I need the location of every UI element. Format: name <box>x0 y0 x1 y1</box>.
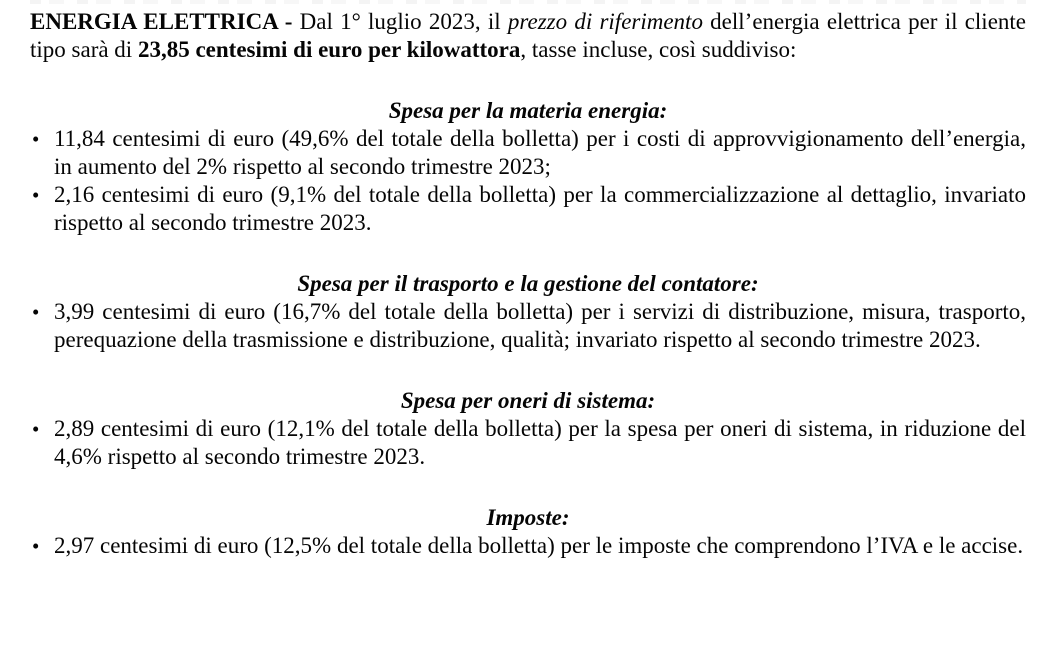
intro-text-1: Dal 1° luglio 2023, il <box>292 9 508 34</box>
bullet-text: 2,89 centesimi di euro (12,1% del totale della bolletta) per la spesa per oneri di sistema, in riduzione del 4,6% rispetto al secondo trimestre 2023. <box>54 416 1026 469</box>
section-materia-energia <box>30 97 1026 237</box>
intro-text-3: , tasse incluse, così suddiviso: <box>520 37 797 62</box>
intro-italic-phrase: prezzo di riferimento <box>507 9 703 34</box>
bullet-icon: • <box>32 127 40 151</box>
list-item <box>30 415 1026 471</box>
list-item <box>30 532 1026 560</box>
intro-paragraph <box>30 0 1026 64</box>
bullet-text: 2,16 centesimi di euro (9,1% del totale della bolletta) per la commercializzazione al dettaglio, invariato rispetto al secondo trimestre 2023. <box>54 182 1026 235</box>
bullet-text: 2,97 centesimi di euro (12,5% del totale della bolletta) per le imposte che comprendono l’IVA e le accise. <box>54 533 1024 558</box>
list-item <box>30 298 1026 354</box>
bullet-icon: • <box>32 417 40 441</box>
section-heading: Spesa per la materia energia: <box>388 98 668 123</box>
section-trasporto-contatore <box>30 270 1026 354</box>
bullet-icon: • <box>32 300 40 324</box>
cropped-text-top <box>30 0 1026 4</box>
list-item <box>30 125 1026 181</box>
list-item <box>30 181 1026 237</box>
bullet-icon: • <box>32 534 40 558</box>
section-imposte <box>30 504 1026 560</box>
section-oneri-sistema <box>30 387 1026 471</box>
section-heading: Imposte: <box>486 505 570 530</box>
section-heading: Spesa per oneri di sistema: <box>400 388 656 413</box>
intro-lead-bold: ENERGIA ELETTRICA - <box>30 9 293 34</box>
intro-text-2: dell’energia elettrica per il cliente tipo sarà di <box>30 9 1026 62</box>
bullet-text: 3,99 centesimi di euro (16,7% del totale della bolletta) per i servizi di distribuzione, misura, trasporto, perequazione della trasmissione e distribuzione, qualità; invariato rispetto al secondo trimestre 2023. <box>54 299 1026 352</box>
intro-price-bold: 23,85 centesimi di euro per kilowattora <box>137 37 521 62</box>
section-heading: Spesa per il trasporto e la gestione del contatore: <box>297 271 759 296</box>
bullet-text: 11,84 centesimi di euro (49,6% del totale della bolletta) per i costi di approvvigionamento dell’energia, in aumento del 2% rispetto al secondo trimestre 2023; <box>54 126 1026 179</box>
bullet-icon: • <box>32 183 40 207</box>
